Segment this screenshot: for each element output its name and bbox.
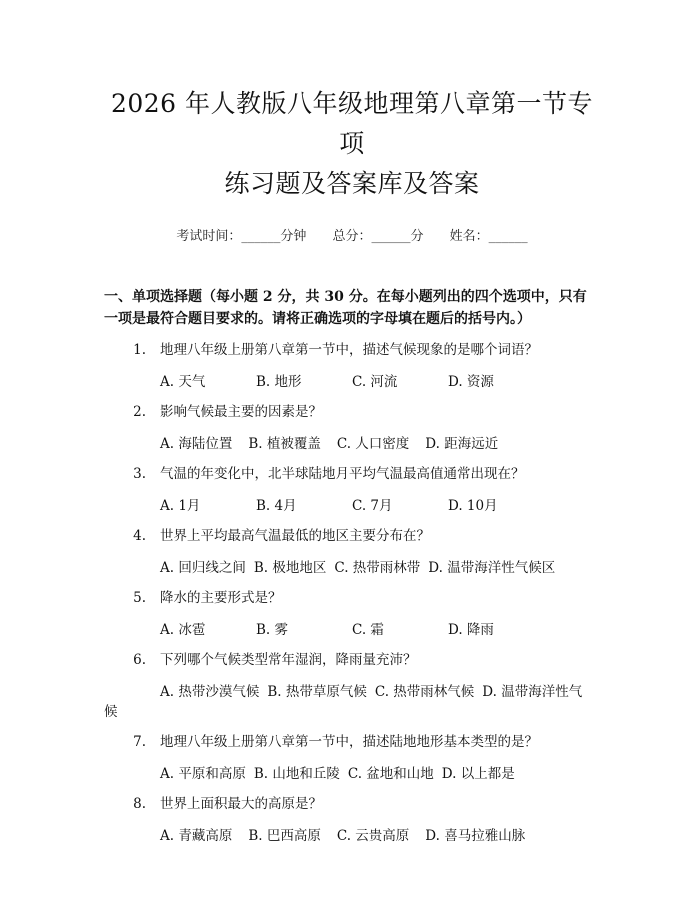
option-c: C. 热带雨林带 — [334, 560, 421, 576]
option-a: A. 平原和高原 — [160, 766, 246, 782]
option-c: C. 霜 — [352, 622, 384, 638]
question-stem: 影响气候最主要的因素是？ — [160, 404, 322, 420]
option-a: A. 1月 — [160, 498, 201, 514]
question-4 — [104, 526, 600, 578]
option-c: C. 热带雨林气候 — [374, 684, 475, 700]
question-number: 7. — [133, 734, 146, 750]
option-d: D. 温带海洋性气候区 — [428, 560, 556, 576]
question-stem: 地理八年级上册第八章第一节中，描述气候现象的是哪个词语？ — [160, 342, 538, 358]
question-1 — [104, 340, 600, 392]
option-b: B. 雾 — [256, 622, 289, 638]
title-line-1: 2026 年人教版八年级地理第八章第一节专项 — [110, 89, 594, 158]
option-c: C. 人口密度 — [336, 436, 410, 452]
option-d: D. 距海远近 — [425, 436, 499, 452]
options — [104, 434, 600, 454]
question-number: 8. — [133, 796, 146, 812]
option-b: B. 巴西高原 — [248, 828, 321, 844]
option-d: D. 以上都是 — [441, 766, 515, 782]
option-b: B. 4月 — [256, 498, 297, 514]
options — [104, 372, 600, 392]
options — [104, 558, 600, 578]
exam-time: 考试时间：______分钟 — [176, 229, 307, 244]
total-score: 总分：______分 — [332, 229, 424, 244]
section-heading: 一、单项选择题（每小题 2 分，共 30 分。在每小题列出的四个选项中，只有一项是最符合题目要求的。请将正确选项的字母填在题后的括号内。） — [104, 289, 587, 327]
option-d: D. 资源 — [448, 374, 494, 390]
question-number: 1. — [133, 342, 146, 358]
options — [104, 620, 600, 640]
option-a: A. 热带沙漠气候 — [160, 684, 260, 700]
options — [104, 826, 600, 846]
question-stem: 地理八年级上册第八章第一节中，描述陆地地形基本类型的是？ — [160, 734, 538, 750]
option-a: A. 天气 — [160, 374, 206, 390]
option-c: C. 盆地和山地 — [347, 766, 434, 782]
option-a: A. 回归线之间 — [160, 560, 246, 576]
option-b: B. 山地和丘陵 — [253, 766, 340, 782]
options — [104, 496, 600, 516]
question-number: 2. — [133, 404, 146, 420]
title-line-2: 练习题及答案库及答案 — [224, 169, 480, 198]
question-8 — [104, 794, 600, 846]
question-stem: 世界上平均最高气温最低的地区主要分布在？ — [160, 528, 430, 544]
option-b: B. 地形 — [256, 374, 302, 390]
exam-info — [104, 228, 600, 246]
options — [104, 682, 600, 722]
option-a: A. 冰雹 — [160, 622, 206, 638]
student-name: 姓名：______ — [449, 229, 528, 244]
question-stem: 下列哪个气候类型常年湿润，降雨量充沛？ — [160, 652, 417, 668]
question-5 — [104, 588, 600, 640]
option-d: D. 10月 — [448, 498, 498, 514]
question-3 — [104, 464, 600, 516]
option-b: B. 热带草原气候 — [267, 684, 367, 700]
question-number: 5. — [133, 590, 146, 606]
option-a: A. 海陆位置 — [160, 436, 233, 452]
option-d: D. 喜马拉雅山脉 — [425, 828, 526, 844]
option-c: C. 云贵高原 — [336, 828, 410, 844]
question-stem: 世界上面积最大的高原是？ — [160, 796, 322, 812]
option-d: D. 降雨 — [448, 622, 494, 638]
question-6 — [104, 650, 600, 722]
question-number: 3. — [133, 466, 146, 482]
options — [104, 764, 600, 784]
option-a: A. 青藏高原 — [160, 828, 233, 844]
question-number: 4. — [133, 528, 146, 544]
question-stem: 气温的年变化中，北半球陆地月平均气温最高值通常出现在？ — [160, 466, 525, 482]
option-b: B. 植被覆盖 — [248, 436, 321, 452]
option-d-wrap: 候 — [104, 704, 118, 720]
option-d: D. 温带海洋性气 — [482, 684, 583, 700]
option-c: C. 河流 — [352, 374, 398, 390]
question-stem: 降水的主要形式是？ — [160, 590, 282, 606]
question-7 — [104, 732, 600, 784]
option-c: C. 7月 — [352, 498, 393, 514]
question-2 — [104, 402, 600, 454]
page-title — [104, 0, 600, 204]
question-number: 6. — [133, 652, 146, 668]
option-b: B. 极地地区 — [253, 560, 327, 576]
